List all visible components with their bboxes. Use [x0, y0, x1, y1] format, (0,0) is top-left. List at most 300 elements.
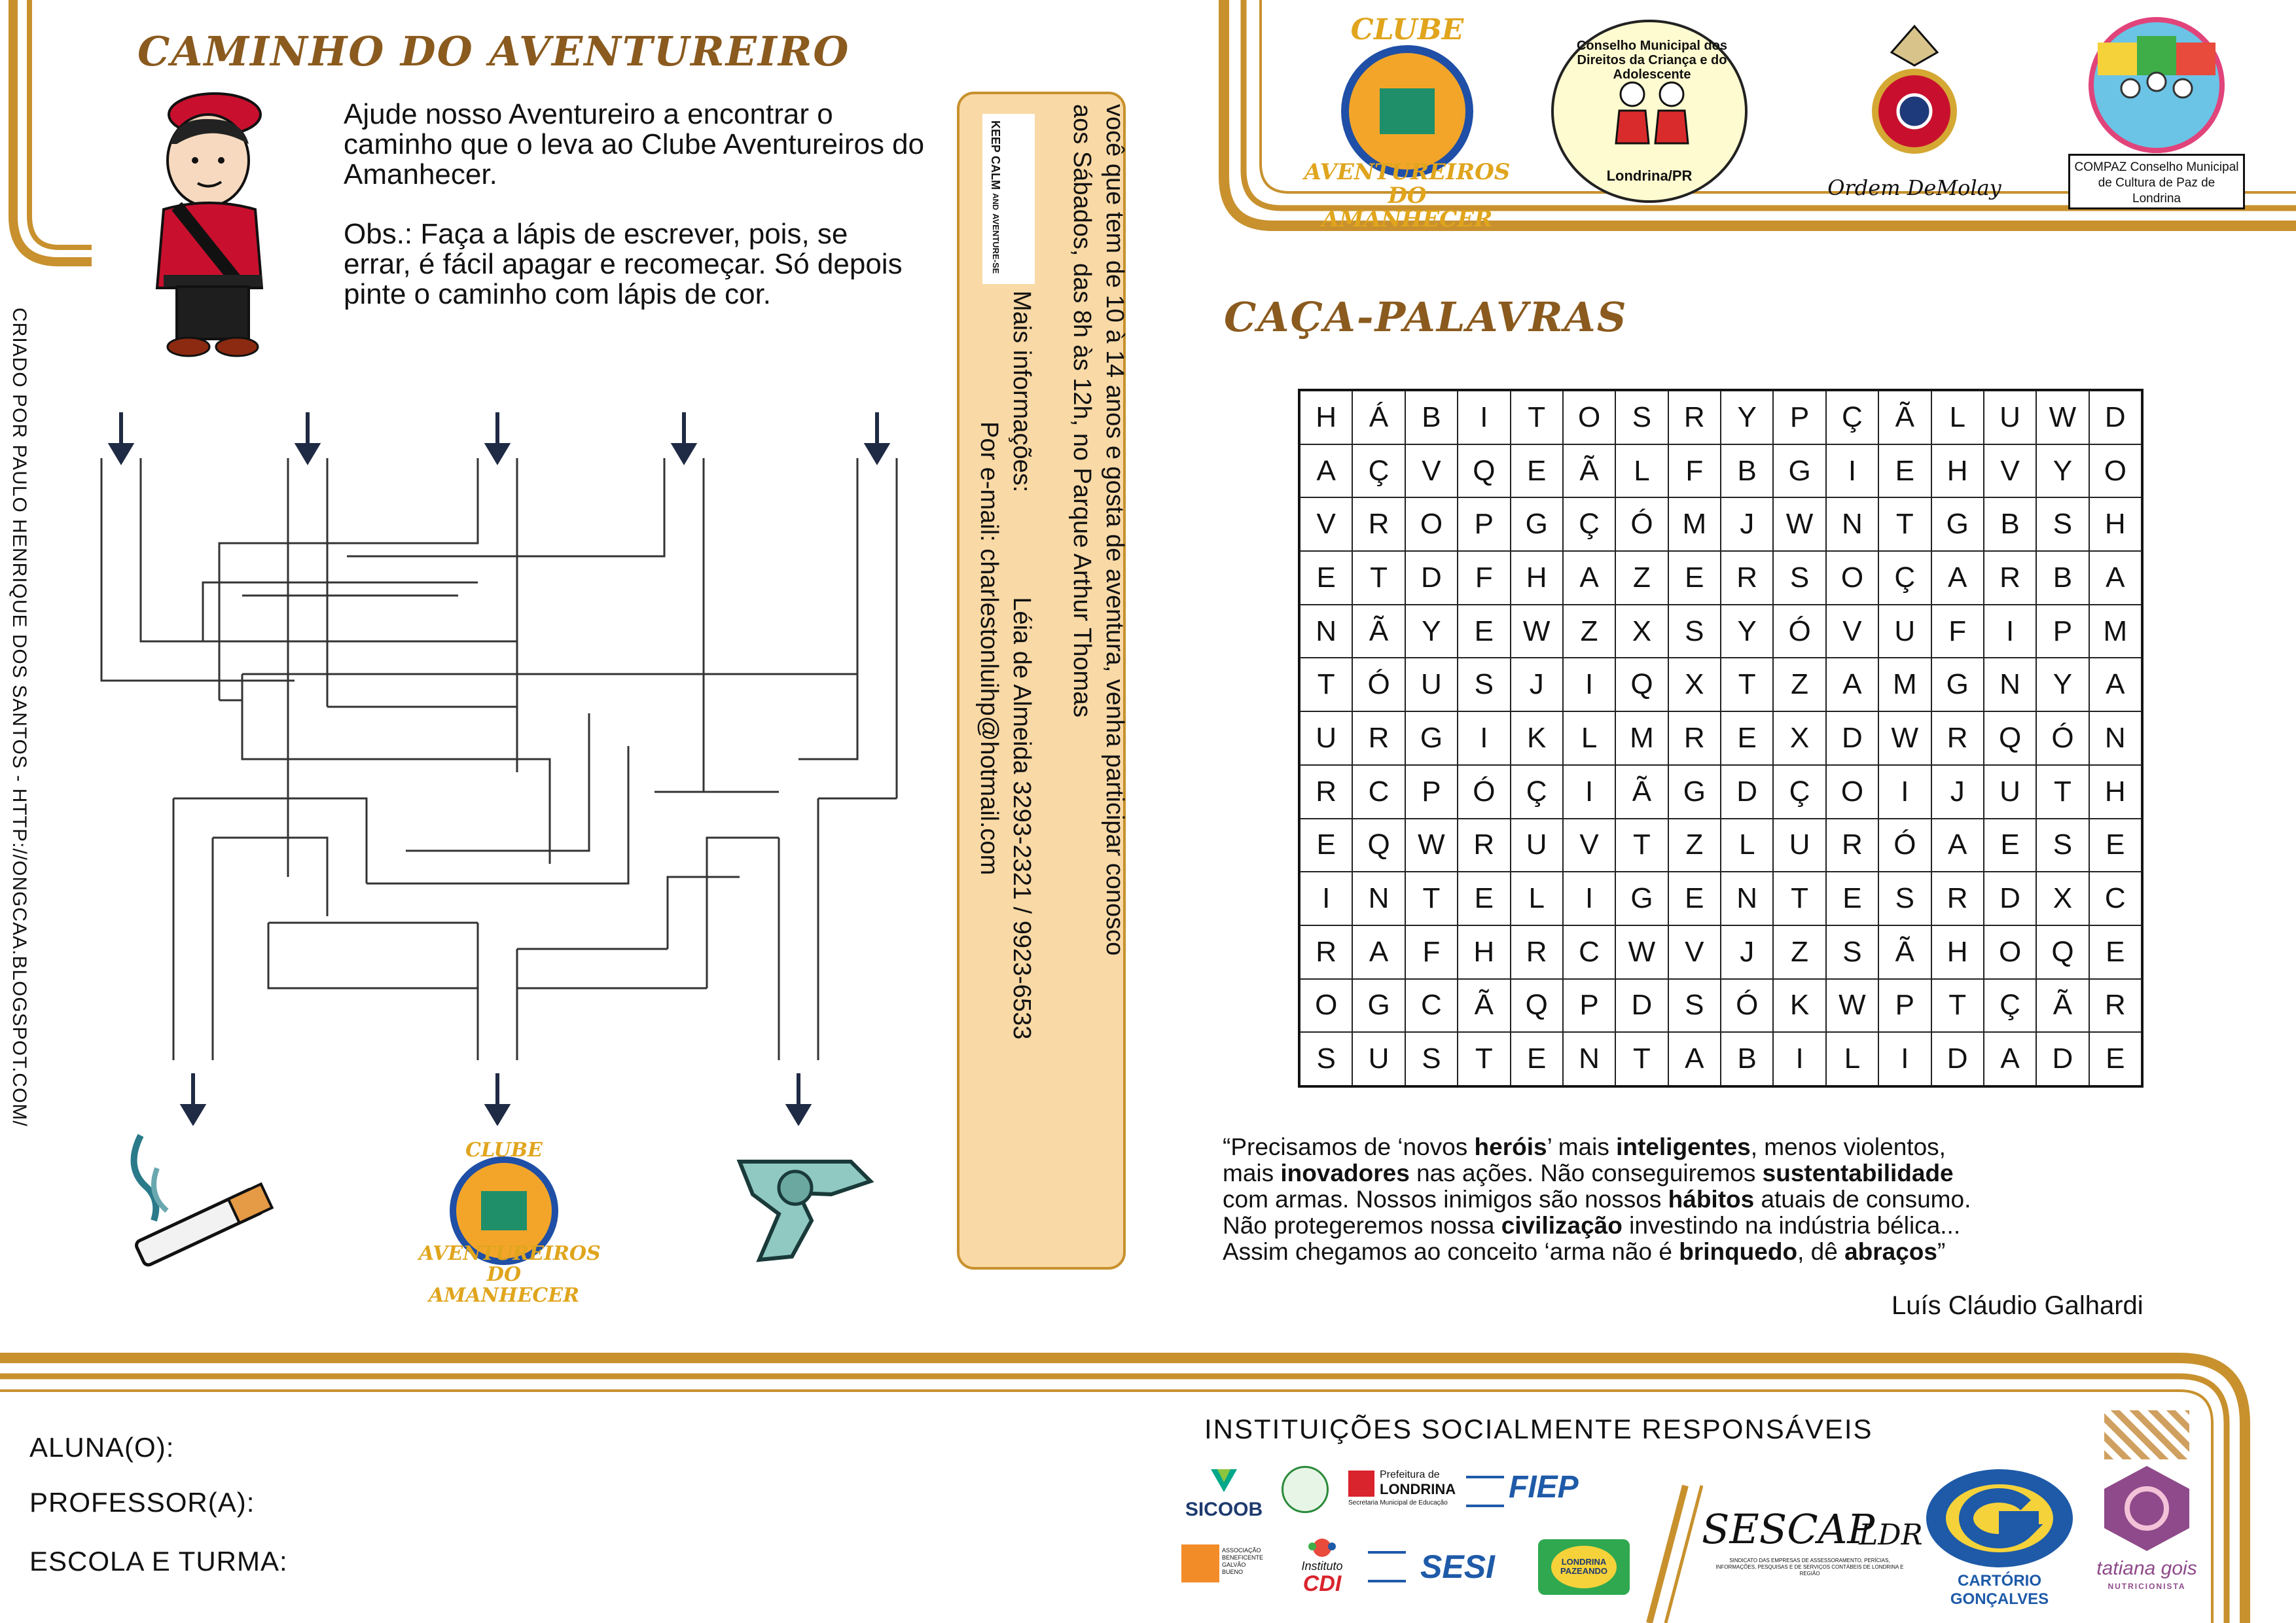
- wordsearch-cell[interactable]: Ó: [1773, 605, 1825, 658]
- wordsearch-cell[interactable]: T: [2036, 765, 2089, 819]
- wordsearch-cell[interactable]: D: [1615, 979, 1668, 1033]
- wordsearch-cell[interactable]: E: [1300, 819, 1352, 872]
- wordsearch-cell[interactable]: U: [1511, 819, 1563, 872]
- wordsearch-cell[interactable]: D: [1984, 872, 2036, 925]
- wordsearch-cell[interactable]: I: [1878, 765, 1931, 819]
- wordsearch-cell[interactable]: E: [1511, 444, 1563, 498]
- wordsearch-cell[interactable]: I: [1458, 391, 1510, 444]
- instituto-label: Instituto: [1301, 1560, 1343, 1573]
- wordsearch-cell[interactable]: Y: [2036, 658, 2089, 711]
- quote-bold: civilização: [1501, 1212, 1623, 1239]
- wordsearch-cell[interactable]: L: [1563, 711, 1615, 765]
- student-field[interactable]: [216, 1430, 1132, 1463]
- wordsearch-cell[interactable]: H: [1931, 925, 1984, 979]
- pattern-icon: [2104, 1410, 2189, 1459]
- keep-calm-2: CALM: [989, 156, 1002, 190]
- wordsearch-cell[interactable]: Ç: [1984, 979, 2036, 1033]
- londrina-pazeando-name: LONDRINA PAZEANDO: [1560, 1557, 1607, 1576]
- sponsors-heading: INSTITUIÇÕES SOCIALMENTE RESPONSÁVEIS: [1204, 1414, 1873, 1444]
- wordsearch-cell[interactable]: Ó: [1721, 979, 1773, 1033]
- wordsearch-cell[interactable]: M: [1615, 711, 1668, 765]
- wordsearch-cell[interactable]: E: [1668, 551, 1721, 605]
- cdi-icon: [1293, 1535, 1352, 1561]
- prefeitura-logo: [1348, 1469, 1456, 1522]
- quote-bold: abraços: [1844, 1238, 1937, 1265]
- wordsearch-cell[interactable]: S: [1826, 925, 1878, 979]
- wordsearch-cell[interactable]: O: [1826, 765, 1878, 819]
- wordsearch-cell[interactable]: R: [2089, 979, 2142, 1033]
- wordsearch-cell[interactable]: S: [2036, 497, 2089, 551]
- wordsearch-cell[interactable]: L: [1615, 444, 1668, 498]
- wordsearch-cell[interactable]: Q: [2036, 925, 2089, 979]
- wordsearch-cell[interactable]: D: [1405, 551, 1458, 605]
- wordsearch-cell[interactable]: V: [1300, 497, 1352, 551]
- wordsearch-cell[interactable]: E: [1668, 872, 1721, 925]
- wordsearch-cell[interactable]: W: [1773, 497, 1825, 551]
- wordsearch-cell[interactable]: Y: [1721, 391, 1773, 444]
- demolay-emblem-icon: [1852, 20, 1977, 170]
- wordsearch-cell[interactable]: L: [1721, 819, 1773, 872]
- wordsearch-cell[interactable]: D: [2036, 1032, 2089, 1086]
- prefeitura-small: Prefeitura de: [1380, 1469, 1440, 1480]
- wordsearch-cell[interactable]: G: [1615, 872, 1668, 925]
- quote-text: ’ mais: [1547, 1133, 1617, 1160]
- wordsearch-cell[interactable]: C: [1563, 925, 1615, 979]
- tatiana-sub: NUTRICIONISTA: [2108, 1582, 2186, 1591]
- quote-text: ”: [1937, 1238, 1946, 1265]
- wordsearch-cell[interactable]: W: [1405, 819, 1458, 872]
- wordsearch-cell[interactable]: T: [1931, 979, 1984, 1033]
- wordsearch-cell[interactable]: A: [2089, 551, 2142, 605]
- wordsearch-cell[interactable]: L: [1826, 1032, 1878, 1086]
- wordsearch-cell[interactable]: A: [1352, 925, 1405, 979]
- wordsearch-cell[interactable]: W: [2036, 391, 2089, 444]
- wordsearch-cell[interactable]: G: [1352, 979, 1405, 1033]
- wordsearch-cell[interactable]: J: [1721, 925, 1773, 979]
- wordsearch-cell[interactable]: E: [1458, 872, 1510, 925]
- wordsearch-cell[interactable]: V: [1826, 605, 1878, 658]
- sescap-ldr: LDR: [1859, 1518, 1923, 1552]
- prefeitura-sub: Secretaria Municipal de Educação: [1348, 1499, 1448, 1507]
- adventurer-character-icon: [137, 79, 281, 366]
- wordsearch-cell[interactable]: M: [1878, 658, 1931, 711]
- wordsearch-cell[interactable]: E: [1826, 872, 1878, 925]
- wordsearch-cell[interactable]: Ã: [1563, 444, 1615, 498]
- wordsearch-cell[interactable]: A: [2089, 658, 2142, 711]
- wordsearch-cell[interactable]: E: [1458, 605, 1510, 658]
- header-club-logo: [1302, 13, 1512, 232]
- wordsearch-cell[interactable]: S: [1668, 979, 1721, 1033]
- prefeitura-icon: [1348, 1471, 1374, 1497]
- wordsearch-cell[interactable]: X: [1615, 605, 1668, 658]
- wordsearch-cell[interactable]: S: [2036, 819, 2089, 872]
- wordsearch-cell[interactable]: N: [1300, 605, 1352, 658]
- wordsearch-cell[interactable]: A: [1300, 444, 1352, 498]
- wordsearch-cell[interactable]: Ç: [1352, 444, 1405, 498]
- wordsearch-cell[interactable]: D: [1826, 711, 1878, 765]
- wordsearch-cell[interactable]: S: [1300, 1032, 1352, 1086]
- wordsearch-cell[interactable]: O: [1984, 925, 2036, 979]
- keep-calm-3: AND: [991, 193, 1000, 211]
- maze-instruction: Ajude nosso Aventureiro a encontrar o caminho que o leva ao Clube Aventureiros do Amanhecer.: [344, 98, 925, 190]
- wordsearch-cell[interactable]: R: [1352, 497, 1405, 551]
- cigarette-icon: [121, 1129, 278, 1279]
- cartorio-g-icon: [1921, 1466, 2078, 1571]
- wordsearch-cell[interactable]: X: [1773, 711, 1825, 765]
- wordsearch-cell[interactable]: J: [1721, 497, 1773, 551]
- wordsearch-cell[interactable]: T: [1615, 1032, 1668, 1086]
- wordsearch-cell[interactable]: J: [1511, 658, 1563, 711]
- wordsearch-cell[interactable]: I: [1878, 1032, 1931, 1086]
- wordsearch-cell[interactable]: S: [1668, 605, 1721, 658]
- wordsearch-cell[interactable]: S: [1615, 391, 1668, 444]
- wordsearch-cell[interactable]: O: [1405, 497, 1458, 551]
- wordsearch-cell[interactable]: Á: [1352, 391, 1405, 444]
- student-label: ALUNA(O):: [29, 1432, 175, 1463]
- wordsearch-cell[interactable]: V: [1984, 444, 2036, 498]
- wordsearch-cell[interactable]: P: [1878, 979, 1931, 1033]
- wordsearch-cell[interactable]: Ã: [1458, 979, 1510, 1033]
- council-name: Conselho Municipal dos Direitos da Criança e do Adolescente: [1576, 39, 1727, 82]
- maze-note: Obs.: Faça a lápis de escrever, pois, se errar, é fácil apagar e recomeçar. Só depois pinte o caminho com lápis de cor.: [344, 218, 903, 310]
- wordsearch-cell[interactable]: Ó: [1878, 819, 1931, 872]
- wordsearch-cell[interactable]: E: [2089, 819, 2142, 872]
- wordsearch-cell[interactable]: U: [1405, 658, 1458, 711]
- wordsearch-cell[interactable]: C: [1405, 979, 1458, 1033]
- wordsearch-cell[interactable]: K: [1511, 711, 1563, 765]
- wordsearch-cell[interactable]: B: [1721, 444, 1773, 498]
- wordsearch-cell[interactable]: O: [2089, 444, 2142, 498]
- wordsearch-cell[interactable]: A: [1984, 1032, 2036, 1086]
- wordsearch-cell[interactable]: I: [1773, 1032, 1825, 1086]
- wordsearch-cell[interactable]: N: [1352, 872, 1405, 925]
- wordsearch-cell[interactable]: O: [1826, 551, 1878, 605]
- wordsearch-cell[interactable]: W: [1615, 925, 1668, 979]
- wordsearch-cell[interactable]: P: [1458, 497, 1510, 551]
- wordsearch-cell[interactable]: R: [1668, 711, 1721, 765]
- wordsearch-cell[interactable]: Z: [1563, 605, 1615, 658]
- wordsearch-cell[interactable]: D: [2089, 391, 2142, 444]
- wordsearch-cell[interactable]: G: [1931, 658, 1984, 711]
- wordsearch-cell[interactable]: H: [1931, 444, 1984, 498]
- sicoob-name: SICOOB: [1185, 1499, 1263, 1520]
- wordsearch-cell[interactable]: T: [1405, 872, 1458, 925]
- wordsearch-cell[interactable]: I: [1458, 711, 1510, 765]
- wordsearch-cell[interactable]: B: [1405, 391, 1458, 444]
- wordsearch-cell[interactable]: Q: [1984, 711, 2036, 765]
- wordsearch-cell[interactable]: N: [2089, 711, 2142, 765]
- wordsearch-cell[interactable]: R: [1300, 765, 1352, 819]
- wordsearch-cell[interactable]: A: [1931, 551, 1984, 605]
- wordsearch-cell[interactable]: Ç: [1511, 765, 1563, 819]
- wordsearch-cell[interactable]: U: [1878, 605, 1931, 658]
- compaz-logo: [2068, 16, 2245, 209]
- revolver-icon: [726, 1142, 884, 1273]
- wordsearch-cell[interactable]: E: [1721, 711, 1773, 765]
- tatiana-emblem-icon: [2098, 1463, 2196, 1554]
- wordsearch-cell[interactable]: J: [1931, 765, 1984, 819]
- wordsearch-cell[interactable]: D: [1721, 765, 1773, 819]
- wordsearch-cell[interactable]: Ã: [1352, 605, 1405, 658]
- tatiana-logo: [2094, 1410, 2199, 1600]
- wordsearch-cell[interactable]: M: [2089, 605, 2142, 658]
- wordsearch-cell[interactable]: P: [1405, 765, 1458, 819]
- sicoob-logo: [1181, 1466, 1266, 1525]
- wordsearch-cell[interactable]: Ç: [1826, 391, 1878, 444]
- compaz-name: COMPAZ Conselho Municipal de Cultura de Paz de Londrina: [2068, 154, 2245, 209]
- quote-text: investindo na indústria bélica...: [1622, 1212, 1961, 1239]
- wordsearch-cell[interactable]: R: [1931, 711, 1984, 765]
- tatiana-name: tatiana gois: [2096, 1558, 2197, 1579]
- wordsearch-cell[interactable]: Ã: [1615, 765, 1668, 819]
- wordsearch-cell[interactable]: Y: [1405, 605, 1458, 658]
- wordsearch-cell[interactable]: Ã: [1878, 925, 1931, 979]
- quote-text: , dê: [1797, 1238, 1845, 1265]
- invite-line2: aos Sábados, das 8h às 12h, no Parque Arthur Thomas: [1068, 104, 1096, 718]
- wordsearch-cell[interactable]: W: [1878, 711, 1931, 765]
- wordsearch-cell[interactable]: U: [1984, 765, 2036, 819]
- wordsearch-cell[interactable]: P: [2036, 605, 2089, 658]
- wordsearch-cell[interactable]: U: [1352, 1032, 1405, 1086]
- wordsearch-cell[interactable]: T: [1878, 497, 1931, 551]
- instituto-cdi-logo: [1293, 1535, 1352, 1597]
- maze-title: CAMINHO DO AVENTUREIRO: [137, 27, 850, 75]
- wordsearch-cell[interactable]: H: [2089, 497, 2142, 551]
- demolay-logo: [1806, 20, 2022, 209]
- school-field[interactable]: [367, 1543, 1132, 1576]
- wordsearch-cell[interactable]: H: [1511, 551, 1563, 605]
- wordsearch-cell[interactable]: Ã: [2036, 979, 2089, 1033]
- wordsearch-cell[interactable]: X: [2036, 872, 2089, 925]
- wordsearch-cell[interactable]: X: [1668, 658, 1721, 711]
- wordsearch-cell[interactable]: R: [1352, 711, 1405, 765]
- wordsearch-cell[interactable]: Ó: [1615, 497, 1668, 551]
- wordsearch-cell[interactable]: Ç: [1773, 765, 1825, 819]
- wordsearch-cell[interactable]: B: [2036, 551, 2089, 605]
- quote-bold: hábitos: [1668, 1186, 1755, 1213]
- quote-bold: heróis: [1474, 1133, 1547, 1160]
- wordsearch-cell[interactable]: I: [1563, 872, 1615, 925]
- wordsearch-title: CAÇA-PALAVRAS: [1224, 293, 1628, 341]
- wordsearch-cell[interactable]: G: [1668, 765, 1721, 819]
- header-club-bottom: AVENTUREIROS DO AMANHECER: [1304, 159, 1511, 232]
- wordsearch-cell[interactable]: P: [1563, 979, 1615, 1033]
- wordsearch-cell[interactable]: Z: [1668, 819, 1721, 872]
- wordsearch-cell[interactable]: L: [1511, 872, 1563, 925]
- wordsearch-cell[interactable]: R: [1984, 551, 2036, 605]
- sescap-logo: [1702, 1505, 1923, 1584]
- wordsearch-cell[interactable]: S: [1405, 1032, 1458, 1086]
- fiep-name: FIEP: [1509, 1470, 1579, 1505]
- wordsearch-cell[interactable]: R: [1458, 819, 1510, 872]
- wordsearch-cell[interactable]: I: [1300, 872, 1352, 925]
- quote-text: “Precisamos de ‘novos: [1223, 1133, 1475, 1160]
- teacher-label: PROFESSOR(A):: [29, 1487, 255, 1518]
- sesi-mark-icon: [1368, 1551, 1406, 1582]
- invite-more-label: Mais informações:: [1008, 291, 1035, 493]
- wordsearch-cell[interactable]: E: [1300, 551, 1352, 605]
- quote-text: atuais de consumo.: [1754, 1186, 1971, 1213]
- quote-text: Não protegeremos nossa: [1223, 1212, 1501, 1239]
- wordsearch-cell[interactable]: H: [2089, 765, 2142, 819]
- wordsearch-cell[interactable]: Ç: [1878, 551, 1931, 605]
- wordsearch-cell[interactable]: Q: [1458, 444, 1510, 498]
- sescap-sub: SINDICATO DAS EMPRESAS DE ASSESSORAMENTO, PERÍCIAS, INFORMAÇÕES, PESQUISAS E DE SERVIÇOS CONTÁBEIS DE LONDRINA E REGIÃO: [1715, 1558, 1904, 1577]
- wordsearch-cell[interactable]: Ã: [1878, 391, 1931, 444]
- wordsearch-cell[interactable]: O: [1300, 979, 1352, 1033]
- wordsearch-cell[interactable]: Z: [1773, 658, 1825, 711]
- wordsearch-cell[interactable]: T: [1773, 872, 1825, 925]
- quote: [1223, 1134, 2217, 1265]
- wordsearch-cell[interactable]: N: [1563, 1032, 1615, 1086]
- quote-bold: brinquedo: [1679, 1238, 1798, 1265]
- fiep-mark-icon: [1466, 1476, 1504, 1507]
- wordsearch-cell[interactable]: Q: [1511, 979, 1563, 1033]
- wordsearch-cell[interactable]: R: [1668, 391, 1721, 444]
- wordsearch-cell[interactable]: I: [1984, 605, 2036, 658]
- wordsearch-cell[interactable]: F: [1458, 551, 1510, 605]
- wordsearch-cell[interactable]: E: [1878, 444, 1931, 498]
- wordsearch-cell[interactable]: I: [1563, 658, 1615, 711]
- wordsearch-cell[interactable]: E: [1984, 819, 2036, 872]
- abgb-sub: ASSOCIAÇÃO BENEFICENTE GALVÃO BUENO: [1222, 1547, 1264, 1575]
- wordsearch-cell[interactable]: F: [1931, 605, 1984, 658]
- maze-club-logo: [419, 1139, 601, 1307]
- wordsearch-cell[interactable]: L: [1931, 391, 1984, 444]
- wordsearch-cell[interactable]: R: [1931, 872, 1984, 925]
- sesi-name: SESI: [1420, 1548, 1495, 1585]
- wordsearch-cell[interactable]: I: [1826, 444, 1878, 498]
- wordsearch-cell[interactable]: W: [1826, 979, 1878, 1033]
- wordsearch-cell[interactable]: A: [1931, 819, 1984, 872]
- invite-card: [957, 92, 1126, 1270]
- wordsearch-cell[interactable]: U: [1773, 819, 1825, 872]
- cartorio-logo: [1921, 1466, 2078, 1608]
- wordsearch-cell[interactable]: Q: [1352, 819, 1405, 872]
- demolay-name: Ordem DeMolay: [1827, 175, 2001, 200]
- school-label: ESCOLA E TURMA:: [29, 1546, 288, 1577]
- wordsearch-cell[interactable]: R: [1511, 925, 1563, 979]
- wordsearch-cell[interactable]: V: [1563, 819, 1615, 872]
- wordsearch-cell[interactable]: O: [1563, 391, 1615, 444]
- wordsearch-cell[interactable]: S: [1458, 658, 1510, 711]
- wordsearch-cell[interactable]: R: [1826, 819, 1878, 872]
- wordsearch-cell[interactable]: Ó: [1458, 765, 1510, 819]
- maze-club-logo-top: CLUBE: [465, 1139, 543, 1162]
- wordsearch-cell[interactable]: P: [1773, 391, 1825, 444]
- quote-author: Luís Cláudio Galhardi: [1892, 1291, 2144, 1320]
- wordsearch-cell[interactable]: T: [1615, 819, 1668, 872]
- teacher-field[interactable]: [327, 1484, 1132, 1517]
- wordsearch-cell[interactable]: U: [1984, 391, 2036, 444]
- keep-calm-1: KEEP: [989, 120, 1002, 153]
- abgb-logo: [1181, 1544, 1264, 1597]
- wordsearch-cell[interactable]: B: [1721, 1032, 1773, 1086]
- wordsearch-cell[interactable]: I: [1563, 765, 1615, 819]
- wordsearch-cell[interactable]: E: [1511, 1032, 1563, 1086]
- cartorio-name: CARTÓRIO GONÇALVES: [1950, 1572, 2049, 1608]
- wordsearch-cell[interactable]: Y: [2036, 444, 2089, 498]
- wordsearch-cell[interactable]: N: [1984, 658, 2036, 711]
- sicoob-icon: [1181, 1466, 1266, 1499]
- abgb-icon: [1181, 1544, 1219, 1582]
- wordsearch-cell[interactable]: S: [1773, 551, 1825, 605]
- wordsearch-cell[interactable]: A: [1826, 658, 1878, 711]
- wordsearch-cell[interactable]: F: [1405, 925, 1458, 979]
- quote-bold: sustentabilidade: [1762, 1160, 1954, 1186]
- wordsearch-cell[interactable]: G: [1931, 497, 1984, 551]
- wordsearch-cell[interactable]: V: [1405, 444, 1458, 498]
- prefeitura-name: LONDRINA: [1380, 1481, 1456, 1497]
- globe-people-icon: [2078, 16, 2235, 154]
- wordsearch-cell[interactable]: T: [1511, 391, 1563, 444]
- wordsearch-cell[interactable]: Z: [1615, 551, 1668, 605]
- wordsearch-cell[interactable]: Ç: [1563, 497, 1615, 551]
- wordsearch-cell[interactable]: V: [1668, 925, 1721, 979]
- wordsearch-cell[interactable]: U: [1300, 711, 1352, 765]
- wordsearch-cell[interactable]: T: [1458, 1032, 1510, 1086]
- wordsearch-cell[interactable]: R: [1721, 551, 1773, 605]
- wordsearch-cell[interactable]: C: [2089, 872, 2142, 925]
- wordsearch-cell[interactable]: Ó: [1352, 658, 1405, 711]
- wordsearch-cell[interactable]: H: [1300, 391, 1352, 444]
- cdi-name: CDI: [1302, 1571, 1342, 1596]
- wordsearch-cell[interactable]: G: [1773, 444, 1825, 498]
- wordsearch-cell[interactable]: H: [1458, 925, 1510, 979]
- wordsearch-cell[interactable]: C: [1352, 765, 1405, 819]
- wordsearch-cell[interactable]: T: [1352, 551, 1405, 605]
- council-city: Londrina/PR: [1606, 168, 1693, 184]
- invite-email: Por e-mail: charlestonluihp@hotmail.com: [975, 421, 1003, 876]
- wordsearch-cell[interactable]: A: [1563, 551, 1615, 605]
- eco-seal-icon: [1282, 1466, 1329, 1513]
- wordsearch-cell[interactable]: T: [1721, 658, 1773, 711]
- wordsearch-cell[interactable]: Q: [1615, 658, 1668, 711]
- maze-club-logo-bottom: AVENTUREIROS DO AMANHECER: [419, 1242, 601, 1307]
- wordsearch-cell[interactable]: S: [1878, 872, 1931, 925]
- wordsearch-cell[interactable]: F: [1668, 444, 1721, 498]
- wordsearch-cell[interactable]: N: [1826, 497, 1878, 551]
- maze[interactable]: [92, 406, 916, 1126]
- quote-text: nas ações. Não conseguiremos: [1409, 1160, 1763, 1186]
- quote-bold: inteligentes: [1616, 1133, 1751, 1160]
- wordsearch-cell[interactable]: Ó: [2036, 711, 2089, 765]
- keep-calm-4: AVENTURE-SE: [991, 213, 1001, 274]
- wordsearch-cell[interactable]: A: [1668, 1032, 1721, 1086]
- wordsearch-cell[interactable]: D: [1931, 1032, 1984, 1086]
- wordsearch-cell[interactable]: E: [2089, 1032, 2142, 1086]
- wordsearch-grid[interactable]: [1298, 389, 2144, 1088]
- wordsearch-cell[interactable]: G: [1405, 711, 1458, 765]
- wordsearch-cell[interactable]: E: [2089, 925, 2142, 979]
- londrina-pazeando-logo: [1538, 1539, 1630, 1595]
- quote-text: com armas. Nossos inimigos são nossos: [1223, 1186, 1668, 1213]
- wordsearch-cell[interactable]: N: [1721, 872, 1773, 925]
- quote-text: , menos violentos,: [1750, 1133, 1946, 1160]
- wordsearch-cell[interactable]: W: [1511, 605, 1563, 658]
- invite-contact: Léia de Almeida 3293-2321 / 9923-6533: [1008, 597, 1035, 1040]
- council-logo: [1551, 20, 1748, 203]
- wordsearch-cell[interactable]: Y: [1721, 605, 1773, 658]
- wordsearch-cell[interactable]: Z: [1773, 925, 1825, 979]
- wordsearch-cell[interactable]: R: [1300, 925, 1352, 979]
- wordsearch-cell[interactable]: G: [1511, 497, 1563, 551]
- wordsearch-cell[interactable]: B: [1984, 497, 2036, 551]
- wordsearch-cell[interactable]: T: [1300, 658, 1352, 711]
- header-club-top: CLUBE: [1350, 13, 1464, 46]
- wordsearch-cell[interactable]: M: [1668, 497, 1721, 551]
- wordsearch-cell[interactable]: K: [1773, 979, 1825, 1033]
